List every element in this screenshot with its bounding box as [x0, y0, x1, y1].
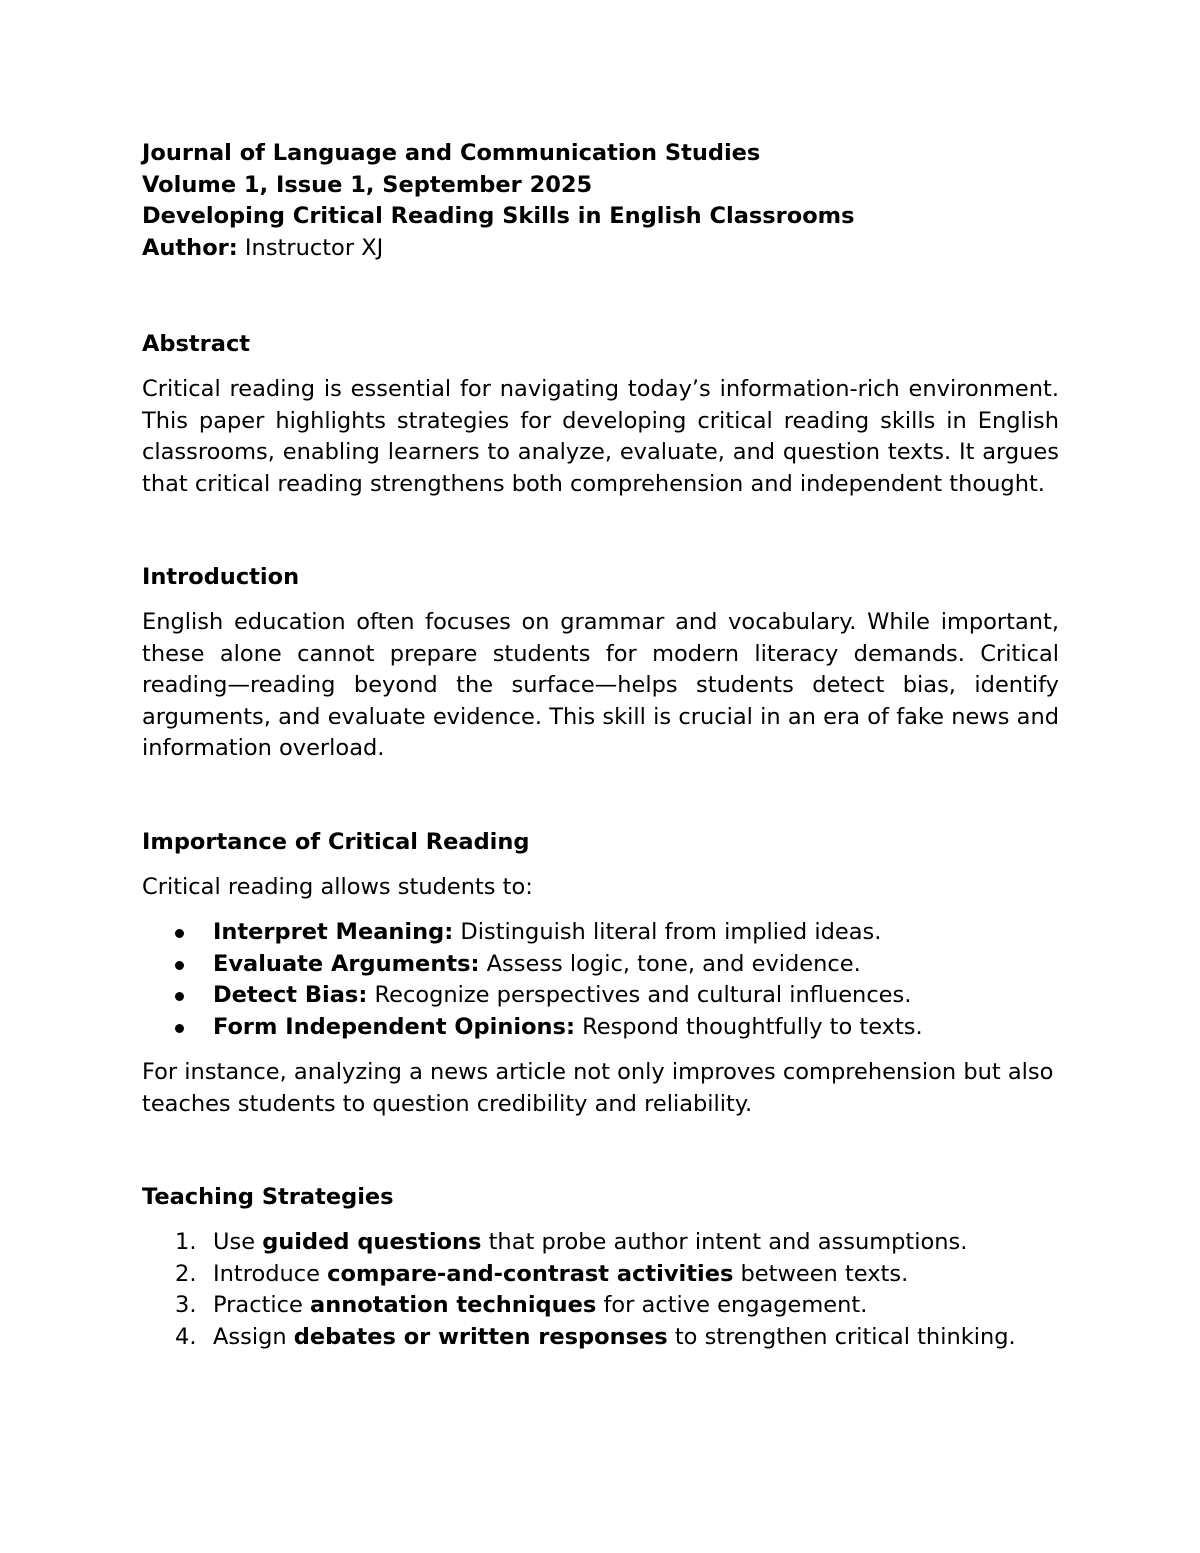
list-item — [142, 949, 1059, 981]
list-item-bold: debates or written responses — [293, 1323, 668, 1350]
list-item-pre: Assign — [213, 1323, 294, 1350]
importance-list — [142, 917, 1059, 1043]
author-name: Instructor XJ — [237, 234, 384, 261]
list-item — [142, 1290, 1059, 1322]
list-item-bold: annotation techniques — [310, 1292, 597, 1318]
introduction-text: English education often focuses on grammar and vocabulary. While important, these alone cannot prepare students for modern literacy demands. Critical reading—reading beyond the surface—helps students detect bias, identify arguments, and evaluate evidence. This skill is crucial in an era of fake news and information overload. — [142, 609, 1059, 761]
list-item-desc: Assess logic, tone, and evidence. — [479, 950, 861, 977]
list-item-pre: Practice — [213, 1292, 311, 1318]
list-item-term: Interpret Meaning: — [213, 919, 454, 945]
abstract-text: Critical reading is essential for navigating today’s information-rich environment. This paper highlights strategies for developing critical reading skills in English classrooms, enabling learners to analyze, evaluate, and question texts. It argues that critical reading strengthens both comprehension and independent thought. — [142, 376, 1059, 497]
list-item-post: to strengthen critical thinking. — [667, 1323, 1016, 1350]
abstract-section — [142, 328, 1059, 500]
volume-issue: Volume 1, Issue 1, September 2025 — [142, 171, 593, 198]
introduction-heading: Introduction — [142, 564, 300, 590]
importance-heading: Importance of Critical Reading — [142, 828, 530, 855]
bullet-icon — [175, 992, 184, 1001]
list-item-post: that probe author intent and assumptions. — [481, 1229, 968, 1255]
list-item-post: between texts. — [733, 1260, 909, 1287]
list-item — [142, 980, 1059, 1012]
list-item — [142, 1012, 1059, 1044]
importance-closing: For instance, analyzing a news article not only improves comprehension but also teaches students to question credibility and reliability. — [142, 1059, 1054, 1117]
list-item-number: 1. — [175, 1229, 197, 1255]
author-label: Author: — [142, 234, 238, 261]
bullet-icon — [175, 929, 184, 938]
list-item-term: Detect Bias: — [213, 982, 368, 1008]
list-item-desc: Recognize perspectives and cultural influences. — [367, 982, 912, 1008]
importance-section — [142, 826, 1059, 1121]
list-item-desc: Distinguish literal from implied ideas. — [453, 919, 882, 945]
list-item-bold: guided questions — [262, 1229, 482, 1255]
introduction-section — [142, 561, 1059, 765]
strategies-list — [142, 1227, 1059, 1353]
list-item-pre: Use — [213, 1229, 263, 1255]
list-item — [142, 1322, 1059, 1354]
strategies-section — [142, 1181, 1059, 1353]
list-item-number: 3. — [175, 1292, 197, 1318]
journal-name: Journal of Language and Communication Studies — [142, 140, 761, 166]
list-item-post: for active engagement. — [596, 1292, 868, 1318]
list-item — [142, 917, 1059, 949]
bullet-icon — [175, 961, 184, 970]
list-item-number: 4. — [175, 1323, 197, 1350]
list-item-bold: compare-and-contrast activities — [327, 1260, 734, 1287]
author-line — [142, 233, 1059, 265]
document-header — [142, 138, 1059, 264]
list-item-term: Evaluate Arguments: — [213, 950, 480, 977]
importance-lead: Critical reading allows students to: — [142, 873, 533, 900]
list-item-number: 2. — [175, 1260, 197, 1287]
bullet-icon — [175, 1024, 184, 1033]
list-item-desc: Respond thoughtfully to texts. — [574, 1013, 923, 1040]
list-item-pre: Introduce — [213, 1260, 328, 1287]
document-page — [142, 138, 1059, 1353]
list-item — [142, 1259, 1059, 1291]
abstract-heading: Abstract — [142, 331, 251, 357]
list-item — [142, 1227, 1059, 1259]
list-item-term: Form Independent Opinions: — [213, 1013, 575, 1040]
paper-title: Developing Critical Reading Skills in English Classrooms — [142, 203, 855, 229]
strategies-heading: Teaching Strategies — [142, 1184, 394, 1210]
